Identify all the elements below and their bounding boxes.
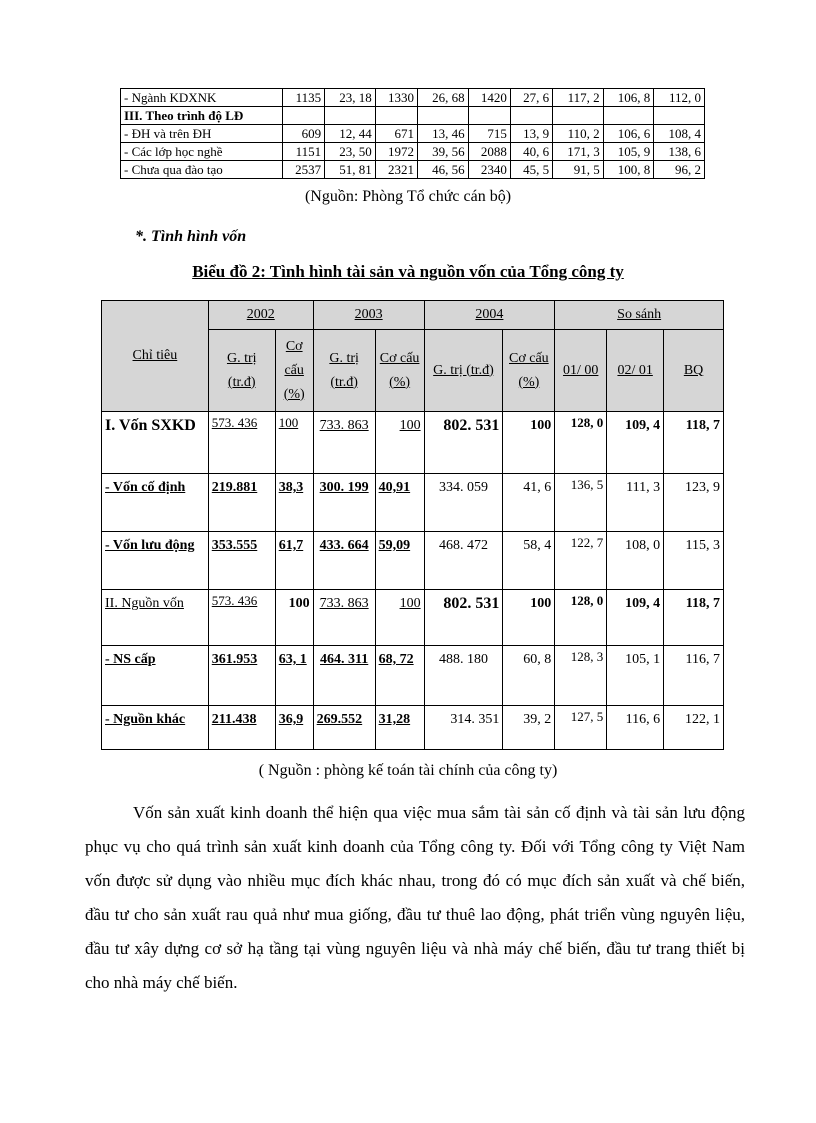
header-g-tri: G. trị (tr.đ): [424, 330, 503, 412]
cell: 122, 1: [664, 706, 724, 750]
cell: 573. 436: [208, 590, 275, 646]
cell: 110, 2: [553, 125, 604, 143]
body-paragraph: [85, 796, 745, 1000]
cell: 116, 7: [664, 646, 724, 706]
cell: 733. 863: [313, 590, 375, 646]
cell: 31,28: [375, 706, 424, 750]
cell: 105, 9: [603, 143, 654, 161]
cell: 802. 531: [424, 590, 503, 646]
cell: 802. 531: [424, 412, 503, 474]
cell: 112, 0: [654, 89, 705, 107]
cell: 59,09: [375, 532, 424, 590]
header-so-sanh: So sánh: [555, 301, 724, 330]
cell: 117, 2: [553, 89, 604, 107]
cell: 314. 351: [424, 706, 503, 750]
cell: 2340: [468, 161, 510, 179]
table-row: [102, 412, 724, 474]
header-co-cau: Cơ cấu (%): [503, 330, 555, 412]
capital-table: [101, 300, 724, 750]
cell: 100: [275, 412, 313, 474]
cell: 2088: [468, 143, 510, 161]
cell: 106, 8: [603, 89, 654, 107]
header-g-tri: G. trị (tr.đ): [208, 330, 275, 412]
cell: 488. 180: [424, 646, 503, 706]
header-chi-tieu: Chỉ tiêu: [102, 301, 209, 412]
cell: 100: [275, 590, 313, 646]
header-02-01: 02/ 01: [607, 330, 664, 412]
table-row: [121, 125, 705, 143]
cell: 100: [375, 412, 424, 474]
table-row: [121, 107, 705, 125]
cell: 118, 7: [664, 412, 724, 474]
row-label: - Vốn cố định: [102, 474, 209, 532]
row-label: - Các lớp học nghề: [121, 143, 283, 161]
cell: 136, 5: [555, 474, 607, 532]
cell: 100: [503, 590, 555, 646]
cell: 23, 18: [325, 89, 376, 107]
cell: 138, 6: [654, 143, 705, 161]
source-note: ( Nguồn : phòng kế toán tài chính của công ty): [258, 762, 558, 779]
cell: 609: [282, 125, 324, 143]
cell: 68, 72: [375, 646, 424, 706]
cell: 106, 6: [603, 125, 654, 143]
cell: 111, 3: [607, 474, 664, 532]
header-bq: BQ: [664, 330, 724, 412]
cell: 269.552: [313, 706, 375, 750]
row-label: III. Theo trình độ LĐ: [121, 107, 283, 125]
cell: 61,7: [275, 532, 313, 590]
cell: 27, 6: [510, 89, 552, 107]
cell: 58, 4: [503, 532, 555, 590]
cell: 46, 56: [417, 161, 468, 179]
cell: 45, 5: [510, 161, 552, 179]
cell: 12, 44: [325, 125, 376, 143]
cell: 300. 199: [313, 474, 375, 532]
table-row: [102, 474, 724, 532]
cell: 211.438: [208, 706, 275, 750]
row-label: - Ngành KDXNK: [121, 89, 283, 107]
cell: 2537: [282, 161, 324, 179]
cell: 109, 4: [607, 412, 664, 474]
cell: 38,3: [275, 474, 313, 532]
cell: 40,91: [375, 474, 424, 532]
cell: 100: [503, 412, 555, 474]
cell: 60, 8: [503, 646, 555, 706]
cell: 128, 0: [555, 590, 607, 646]
cell: 39, 56: [417, 143, 468, 161]
row-label: II. Nguồn vốn: [102, 590, 209, 646]
cell: 109, 4: [607, 590, 664, 646]
cell: 23, 50: [325, 143, 376, 161]
cell: 433. 664: [313, 532, 375, 590]
cell: 2321: [375, 161, 417, 179]
cell: 733. 863: [313, 412, 375, 474]
header-co-cau: Cơ cấu (%): [275, 330, 313, 412]
cell: 123, 9: [664, 474, 724, 532]
cell: 128, 3: [555, 646, 607, 706]
table-row: [102, 532, 724, 590]
cell: 361.953: [208, 646, 275, 706]
cell: 51, 81: [325, 161, 376, 179]
row-label: I. Vốn SXKD: [102, 412, 209, 474]
header-co-cau: Cơ cấu (%): [375, 330, 424, 412]
table-row: [121, 143, 705, 161]
cell: 41, 6: [503, 474, 555, 532]
cell: 108, 4: [654, 125, 705, 143]
table-row: [102, 646, 724, 706]
table-row: [121, 161, 705, 179]
header-2004: 2004: [424, 301, 555, 330]
cell: 715: [468, 125, 510, 143]
cell: 334. 059: [424, 474, 503, 532]
cell: 122, 7: [555, 532, 607, 590]
row-label: - Vốn lưu động: [102, 532, 209, 590]
cell: 40, 6: [510, 143, 552, 161]
section-heading: *. Tình hình vốn: [135, 228, 247, 245]
row-label: - ĐH và trên ĐH: [121, 125, 283, 143]
cell: 171, 3: [553, 143, 604, 161]
header-2003: 2003: [313, 301, 424, 330]
cell: 1420: [468, 89, 510, 107]
cell: 100: [375, 590, 424, 646]
row-label: - NS cấp: [102, 646, 209, 706]
labor-table: [120, 88, 705, 179]
cell: 63, 1: [275, 646, 313, 706]
cell: 671: [375, 125, 417, 143]
cell: 96, 2: [654, 161, 705, 179]
cell: 100, 8: [603, 161, 654, 179]
cell: 468. 472: [424, 532, 503, 590]
table-row: [102, 590, 724, 646]
cell: 116, 6: [607, 706, 664, 750]
cell: 39, 2: [503, 706, 555, 750]
cell: 115, 3: [664, 532, 724, 590]
cell: 26, 68: [417, 89, 468, 107]
source-note: (Nguồn: Phòng Tổ chức cán bộ): [304, 188, 512, 205]
cell: 573. 436: [208, 412, 275, 474]
cell: 127, 5: [555, 706, 607, 750]
cell: 36,9: [275, 706, 313, 750]
cell: 353.555: [208, 532, 275, 590]
cell: 1151: [282, 143, 324, 161]
cell: 1330: [375, 89, 417, 107]
cell: 13, 46: [417, 125, 468, 143]
table-row: [102, 706, 724, 750]
row-label: - Chưa qua đào tạo: [121, 161, 283, 179]
cell: 219.881: [208, 474, 275, 532]
header-2002: 2002: [208, 301, 313, 330]
cell: 13, 9: [510, 125, 552, 143]
row-label: - Nguồn khác: [102, 706, 209, 750]
chart-title: Biểu đồ 2: Tình hình tài sản và nguồn vốn của Tổng công ty: [192, 262, 624, 281]
cell: 108, 0: [607, 532, 664, 590]
cell: 91, 5: [553, 161, 604, 179]
header-01-00: 01/ 00: [555, 330, 607, 412]
paragraph-text: Vốn sản xuất kinh doanh thể hiện qua việc mua sắm tài sản cố định và tài sản lưu động phục vụ cho quá trình sản xuất kinh doanh của Tổng công ty. Đối với Tổng công ty Việt Nam vốn được sử dụng vào nhiều mục đích khác nhau, trong đó có mục đích sản xuất và chế biến, đầu tư cho sản xuất rau quả như mua giống, đầu tư thuê lao động, phát triển vùng nguyên liệu, đầu tư xây dựng cơ sở hạ tầng tại vùng nguyên liệu và nhà máy chế biến, đầu tư trang thiết bị cho nhà máy chế biến.: [85, 803, 745, 992]
cell: 128, 0: [555, 412, 607, 474]
table-row: [121, 89, 705, 107]
cell: 118, 7: [664, 590, 724, 646]
cell: 1972: [375, 143, 417, 161]
cell: 464. 311: [313, 646, 375, 706]
header-row: [102, 301, 724, 330]
cell: 105, 1: [607, 646, 664, 706]
header-g-tri: G. trị (tr.đ): [313, 330, 375, 412]
cell: 1135: [282, 89, 324, 107]
